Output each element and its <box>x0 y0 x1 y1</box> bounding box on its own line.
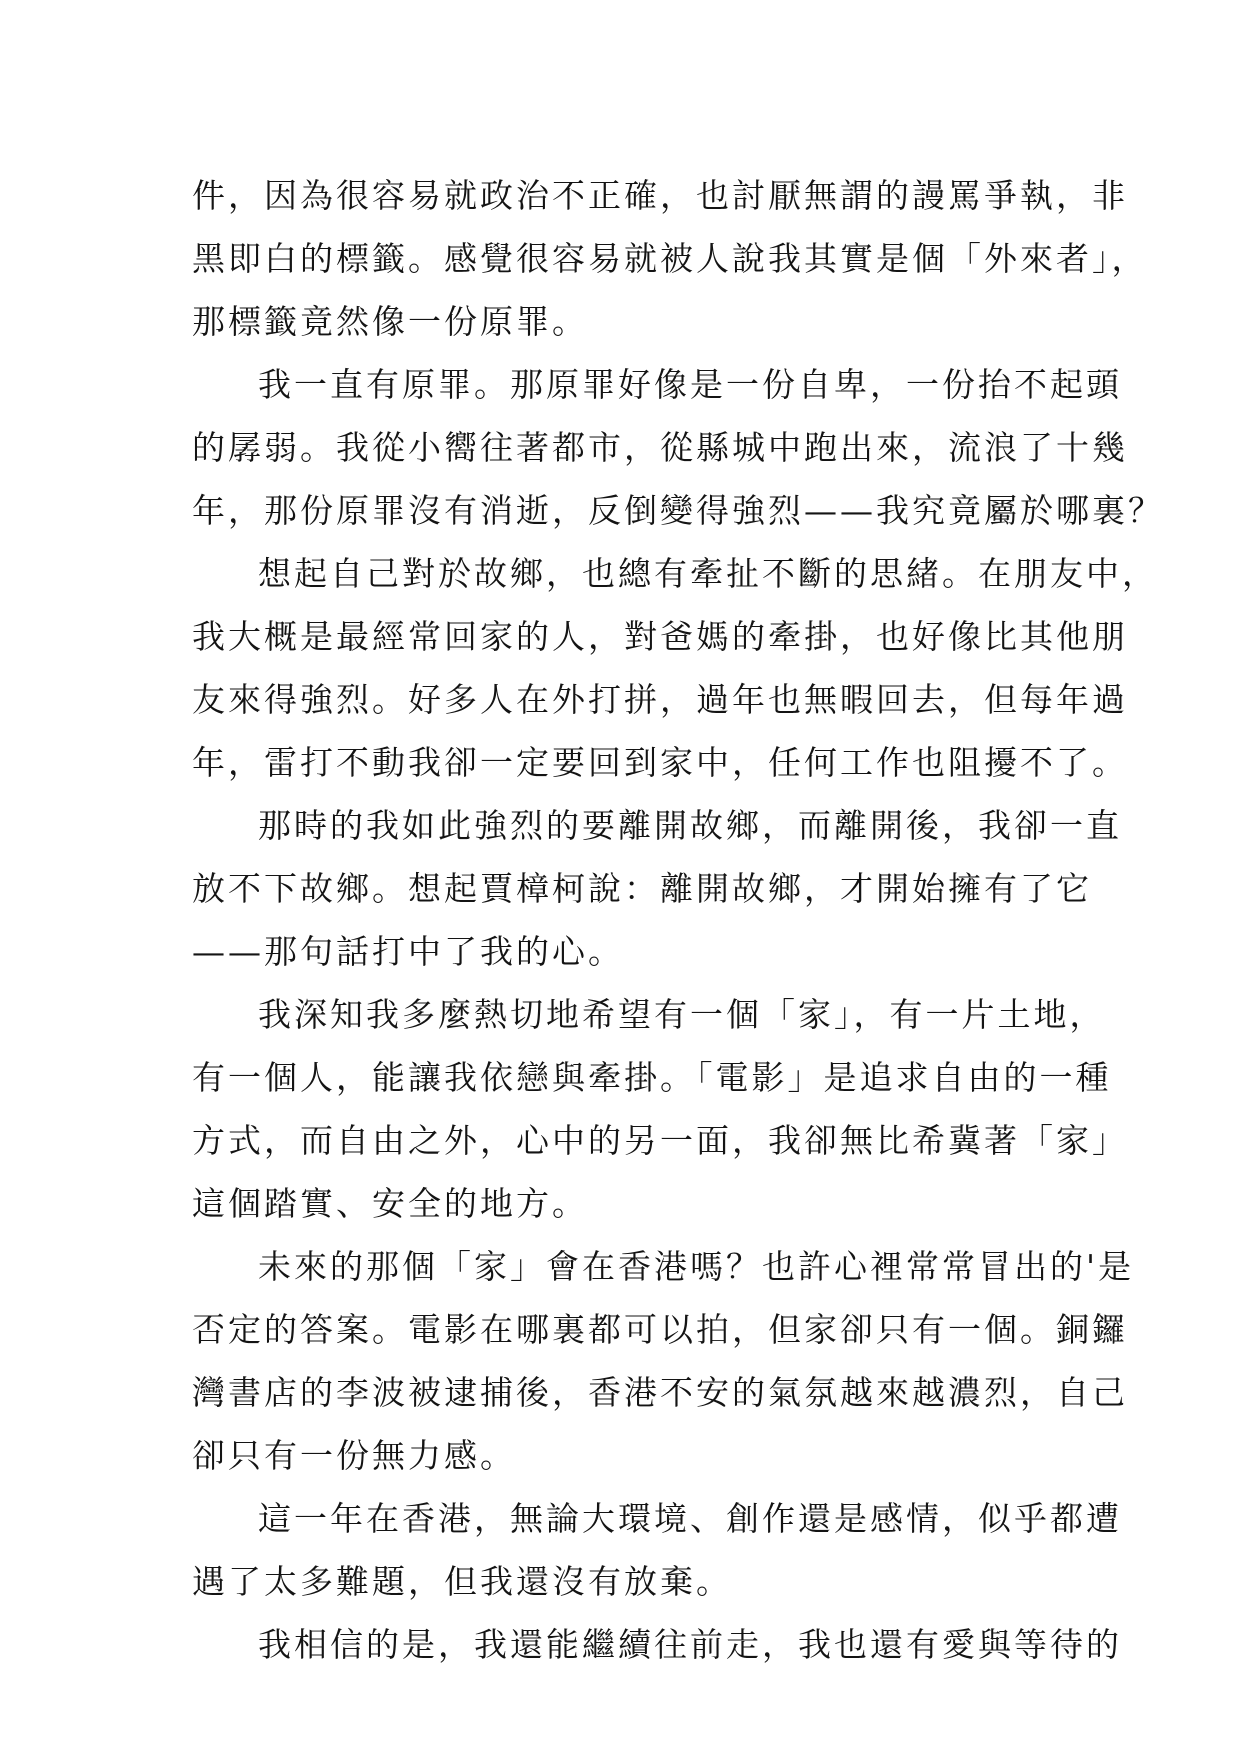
text-line: 這個踏實、安全的地方。 <box>192 1184 588 1223</box>
text-line: 灣書店的李波被逮捕後，香港不安的氣氛越來越濃烈，自己 <box>192 1373 1128 1412</box>
text-line: 年，雷打不動我卻一定要回到家中，任何工作也阻擾不了。 <box>192 743 1128 782</box>
text-line: 方式，而自由之外，心中的另一面，我卻無比希冀著「家」 <box>192 1121 1128 1160</box>
text-line: 那標籤竟然像一份原罪。 <box>192 302 588 341</box>
text-line: 遇了太多難題，但我還沒有放棄。 <box>192 1562 732 1601</box>
paragraph-first-line: 我相信的是，我還能繼續往前走，我也還有愛與等待的 <box>258 1625 1122 1664</box>
text-line: 我大概是最經常回家的人，對爸媽的牽掛，也好像比其他朋 <box>192 617 1128 656</box>
text-line: 放不下故鄉。想起賈樟柯說：離開故鄉，才開始擁有了它 <box>192 869 1092 908</box>
text-line: 有一個人，能讓我依戀與牽掛。「電影」是追求自由的一種 <box>192 1058 1112 1097</box>
paragraph-first-line: 我一直有原罪。那原罪好像是一份自卑，一份抬不起頭 <box>258 365 1122 404</box>
text-line: 的孱弱。我從小嚮往著都市，從縣城中跑出來，流浪了十幾 <box>192 428 1128 467</box>
paragraph-first-line: 這一年在香港，無論大環境、創作還是感情，似乎都遭 <box>258 1499 1122 1538</box>
text-line: ——那句話打中了我的心。 <box>192 932 624 971</box>
body-text <box>192 164 1164 1676</box>
paragraph-first-line: 想起自己對於故鄉，也總有牽扯不斷的思緒。在朋友中， <box>258 554 1158 593</box>
text-line: 年，那份原罪沒有消逝，反倒變得強烈——我究竟屬於哪裏？ <box>192 491 1164 530</box>
text-line: 黑即白的標籤。感覺很容易就被人說我其實是個「外來者」， <box>192 239 1148 278</box>
text-line: 件，因為很容易就政治不正確，也討厭無謂的謾罵爭執，非 <box>192 176 1128 215</box>
paragraph-first-line: 我深知我多麼熱切地希望有一個「家」，有一片土地， <box>258 995 1106 1034</box>
text-line: 卻只有一份無力感。 <box>192 1436 516 1475</box>
paragraph-first-line: 未來的那個「家」會在香港嗎？也許心裡常常冒出的'是 <box>258 1247 1135 1286</box>
text-line: 否定的答案。電影在哪裏都可以拍，但家卻只有一個。銅鑼 <box>192 1310 1128 1349</box>
text-line: 友來得強烈。好多人在外打拼，過年也無暇回去，但每年過 <box>192 680 1128 719</box>
paragraph-first-line: 那時的我如此強烈的要離開故鄉，而離開後，我卻一直 <box>258 806 1122 845</box>
